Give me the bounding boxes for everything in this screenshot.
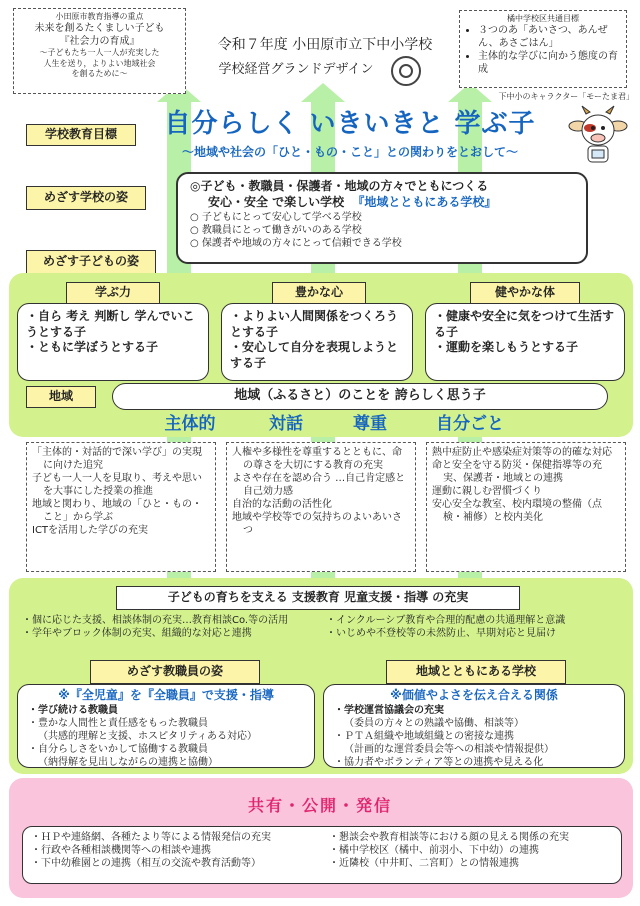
community-title: ※価値やよさを伝え合える関係	[390, 688, 558, 702]
action-item: 地域と関わり、地域の「ひと・もの・こと」から学ぶ	[32, 499, 202, 523]
right-note	[459, 10, 627, 88]
staff-item: ・学び続ける教職員	[28, 704, 118, 716]
goal-title: 自分らしく いきいきと 学ぶ子	[164, 109, 536, 139]
school-image-community: 『地域とともにある学校』	[352, 194, 497, 209]
school-image-box	[176, 172, 588, 264]
support-title: 子どもの育ちを支える 支援教育 児童支援・指導 の充実	[116, 586, 520, 610]
staff-item: （共感的理解と支援、ホスピタリティある対応）	[38, 730, 257, 742]
community-item: （計画的な運営委員会等への相談や情報提供）	[344, 743, 554, 755]
action-item: よさや存在を認め合う …自己肯定感と自己効力感	[232, 473, 406, 497]
left-note	[13, 8, 186, 94]
community-box	[323, 684, 625, 768]
community-item: ・協力者やボランティア等との連携や見える化	[334, 756, 544, 768]
share-box	[22, 826, 622, 884]
header-line1: 令和７年度 小田原市立下中小学校	[217, 37, 433, 53]
staff-item: （納得解を見出しながらの連携と協働）	[38, 756, 218, 768]
actions-column	[26, 442, 216, 572]
column-item: ・自ら 考え 判断し 学んでいこうとする子	[26, 309, 195, 339]
column-box-learning	[17, 303, 209, 381]
goal-subtitle: ～地域や社会の「ひと・もの・こと」との関わりをとおして～	[181, 145, 518, 159]
share-item: ・下中幼稚園との連携（相互の交流や教育活動等）	[31, 858, 261, 869]
column-head-learning: 学ぶ力	[66, 282, 160, 304]
left-note-title: 小田原市教育指導の重点	[55, 12, 144, 21]
school-image-item: ○ 教職員にとって働きがいのある学校	[190, 225, 362, 237]
left-note-line3: ～子どもたち一人一人が充実した	[39, 48, 160, 58]
actions-column	[226, 442, 416, 572]
share-item: ・ＨＰや連絡網、各種たより等による情報発信の充実	[31, 832, 271, 843]
share-item: ・行政や各種相談機関等への相談や連携	[31, 845, 211, 856]
mascot-character	[566, 104, 630, 168]
community-item: （委員の方々との熟議や協働、相談等）	[344, 717, 524, 729]
action-item: 命と安全を守る防災・保健指導等の充実、保護者・地域との連携	[432, 460, 602, 484]
community-item: ・ＰＴＡ組織や地域組織との密接な連携	[334, 730, 514, 742]
column-head-heart: 豊かな心	[272, 282, 366, 304]
right-note-item: • 主体的な学びに向かう態度の育成	[478, 50, 620, 76]
support-item: ・個に応じた支援、相談体制の充実…教育相談Co.等の活用	[22, 615, 289, 626]
keyword-respect: 尊重	[353, 414, 387, 434]
staff-item: ・自分らしさをいかして協働する教職員	[28, 743, 208, 755]
region-box: 地域（ふるさと）のことを 誇らしく思う子	[112, 383, 608, 410]
action-item: 子ども一人一人を見取り、考えや思いを大事にした授業の推進	[32, 473, 202, 497]
goal-label: 学校教育目標	[26, 124, 136, 146]
action-item: 安心安全な教室、校内環境の整備（点検・補修）と校内美化	[432, 499, 602, 523]
action-item: ICTを活用した学びの充実	[32, 525, 149, 536]
left-note-line1: 未来を創るたくましい子ども	[34, 23, 165, 35]
action-item: 熱中症防止や感染症対策等の的確な対応	[432, 447, 612, 458]
school-image-safe: 安心・安全 で楽しい学校	[208, 194, 345, 209]
header-line2: 学校経営グランドデザイン	[218, 62, 374, 77]
right-note-title: 橘中学校区共通目標	[507, 14, 579, 23]
staff-title: ※『全児童』を『全職員』で支援・指導	[58, 688, 274, 702]
action-item: 自治的な活動の活性化	[232, 499, 332, 510]
column-item: ・健康や安全に気をつけて生活する子	[434, 309, 615, 339]
community-item: ・学校運営協議会の充実	[334, 704, 444, 716]
staff-item: ・豊かな人間性と責任感をもった教職員	[28, 717, 208, 729]
left-note-line5: を創るために～	[71, 69, 128, 79]
keyword-proactive: 主体的	[164, 414, 216, 434]
share-title: 共有・公開・発信	[247, 796, 392, 815]
column-box-heart	[221, 303, 413, 381]
left-note-line4: 人生を送り，よりよい地域社会	[43, 58, 156, 68]
staff-label: めざす教職員の姿	[90, 660, 260, 684]
share-item: ・橘中学校区（橘中、前羽小、下中幼）の連携	[329, 845, 539, 856]
column-item: ・ともに学ぼうとする子	[26, 340, 159, 355]
column-head-body: 健やかな体	[470, 282, 580, 304]
actions-column	[426, 442, 626, 572]
keyword-dialogue: 対話	[269, 414, 303, 434]
school-emblem-icon	[391, 56, 421, 86]
school-image-item: ○ 子どもにとって安心して学べる学校	[190, 212, 362, 224]
child-image-label: めざす子どもの姿	[26, 250, 156, 274]
school-image-item: ○ 保護者や地域の方々にとって信頼できる学校	[190, 238, 402, 250]
action-item: 「主体的・対話的で深い学び」の実現に向けた追究	[32, 447, 202, 471]
column-item: ・運動を楽しもうとする子	[434, 340, 579, 355]
left-note-line2: 『社会力の育成』	[59, 36, 140, 48]
support-right	[326, 614, 630, 640]
character-caption: 下中小のキャラクター「モーたま君」	[498, 92, 634, 101]
column-item: ・よりよい人間関係をつくろうとする子	[230, 309, 399, 339]
share-item: ・近隣校（中井町、二宮町）との情報連携	[329, 858, 519, 869]
column-item: ・安心して自分を表現しようとする子	[230, 340, 399, 370]
region-label: 地域	[26, 386, 96, 408]
school-image-line1: ◎子ども・教職員・保護者・地域の方々でともにつくる	[190, 179, 489, 193]
staff-box	[17, 684, 315, 768]
support-left	[22, 614, 322, 640]
column-box-body	[425, 303, 625, 381]
right-note-item: • ３つのあ「あいさつ、あんぜん、あさごはん」	[478, 24, 620, 50]
action-item: 運動に親しむ習慣づくり	[432, 486, 542, 497]
community-label: 地域とともにある学校	[386, 660, 566, 684]
action-item: 地域や学校等での気持ちのよいあいさつ	[232, 512, 402, 536]
action-item: 人権や多様性を尊重するとともに、命の尊さを大切にする教育の充実	[232, 447, 402, 471]
support-item: ・インクルーシブ教育や合理的配慮の共通理解と意識	[326, 615, 566, 626]
share-item: ・懇談会や教育相談等における顔の見える関係の充実	[329, 832, 569, 843]
keyword-ownership: 自分ごと	[436, 414, 504, 434]
school-image-label: めざす学校の姿	[26, 186, 146, 210]
support-item: ・いじめや不登校等の未然防止、早期対応と見届け	[326, 628, 556, 639]
support-item: ・学年やブロック体制の充実、組織的な対応と連携	[22, 628, 252, 639]
